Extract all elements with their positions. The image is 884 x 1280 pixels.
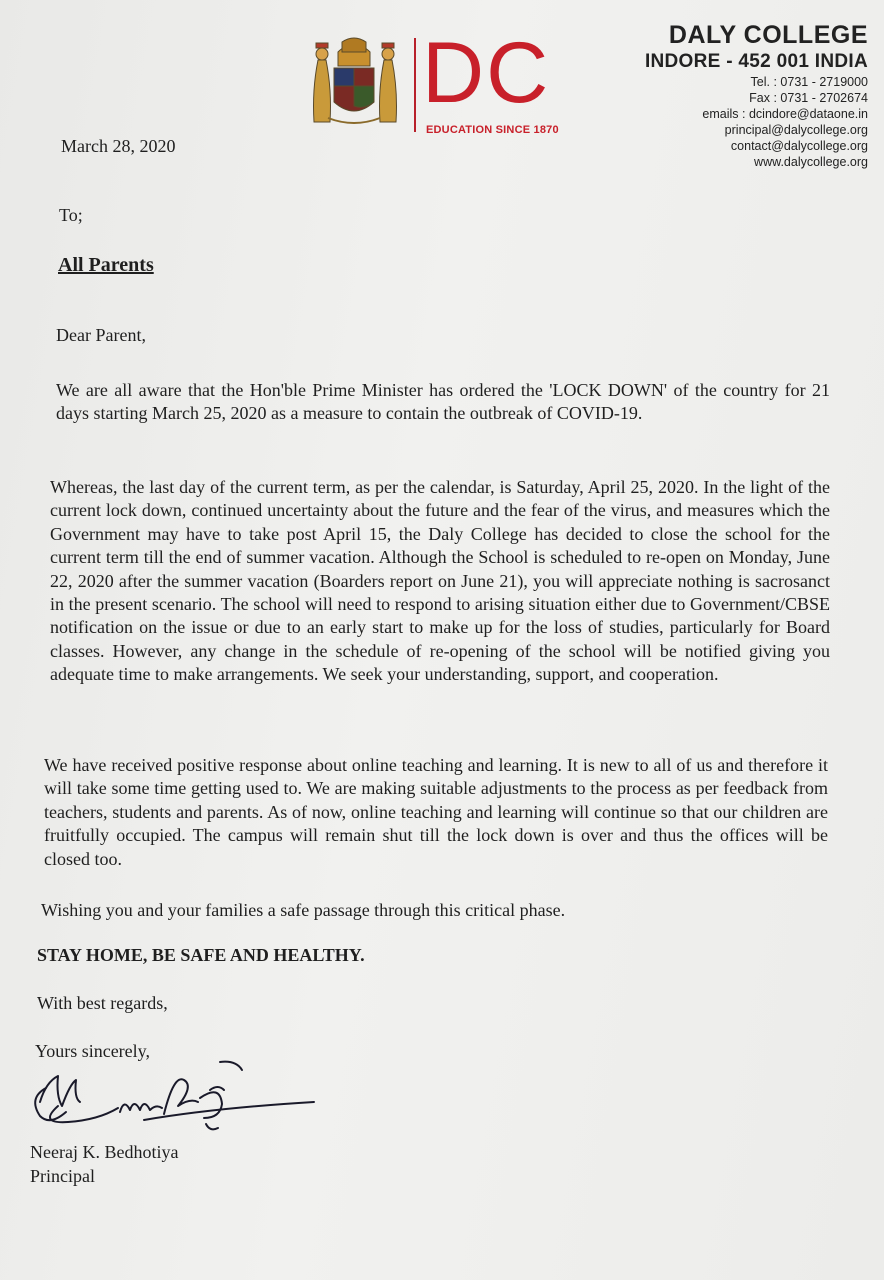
college-crest-icon: [298, 34, 410, 130]
salutation: Dear Parent,: [56, 325, 146, 345]
signatory-name: Neeraj K. Bedhotiya: [30, 1142, 179, 1162]
contact-email-3: contact@dalycollege.org: [730, 139, 868, 153]
closing: With best regards,: [37, 993, 168, 1013]
institution-name: DALY COLLEGE: [668, 21, 868, 49]
signatory-block: [30, 1140, 178, 1188]
monogram-logo: DC: [422, 25, 551, 121]
sign-off: Yours sincerely,: [35, 1041, 150, 1061]
addressee: All Parents: [58, 254, 154, 276]
paragraph-online-teaching: We have received positive response about online teaching and learning. It is new to all of us and therefore it will take some time getting used to. We are making suitable adjustments to the process as per feedback from teachers, students and parents. As of now, online teaching and learning will continue so that our children are fruitfully occupied. The campus will remain shut till the lock down is over and thus the offices will be closed too.: [44, 755, 828, 869]
contact-tel: Tel. : 0731 - 2719000: [750, 75, 868, 89]
signatory-title: Principal: [30, 1166, 95, 1186]
to-line: To;: [59, 205, 83, 225]
institution-address: INDORE - 452 001 INDIA: [644, 51, 868, 72]
contact-website: www.dalycollege.org: [754, 155, 868, 169]
emphasis-line: STAY HOME, BE SAFE AND HEALTHY.: [37, 945, 365, 965]
paragraph-lockdown: We are all aware that the Hon'ble Prime Minister has ordered the 'LOCK DOWN' of the country for 21 days starting March 25, 2020 as a measure to contain the outbreak of COVID-19.: [56, 380, 830, 424]
institution-block: [645, 20, 868, 170]
contact-email-2: principal@dalycollege.org: [724, 123, 868, 137]
letterhead-divider: [414, 38, 416, 132]
contact-email-1: emails : dcindore@dataone.in: [702, 107, 868, 121]
contact-fax: Fax : 0731 - 2702674: [749, 91, 868, 105]
paragraph-term-closure: Whereas, the last day of the current term, as per the calendar, is Saturday, April 25, 2020. In the light of the current lock down, continued uncertainty about the future and the fear of the virus, and measures which the Government may have to take post April 15, the Daly College has decided to close the school for the current term till the end of summer vacation. Although the School is scheduled to re-open on Monday, June 22, 2020 after the summer vacation (Boarders report on June 21), you will appreciate nothing is sacrosanct in the present scenario. The school will need to respond to arising situation either due to Government/CBSE notification on the issue or due to an early start to make up for the loss of studies, particularly for Board classes. However, any change in the schedule of re-opening of the school will be notified giving you adequate time to make arrangements. We seek your understanding, support, and cooperation.: [50, 477, 830, 685]
tagline: EDUCATION SINCE 1870: [426, 124, 559, 136]
paragraph-wishes: Wishing you and your families a safe passage through this critical phase.: [41, 900, 566, 920]
letter-date: March 28, 2020: [61, 136, 176, 156]
signature-icon: [24, 1058, 324, 1138]
